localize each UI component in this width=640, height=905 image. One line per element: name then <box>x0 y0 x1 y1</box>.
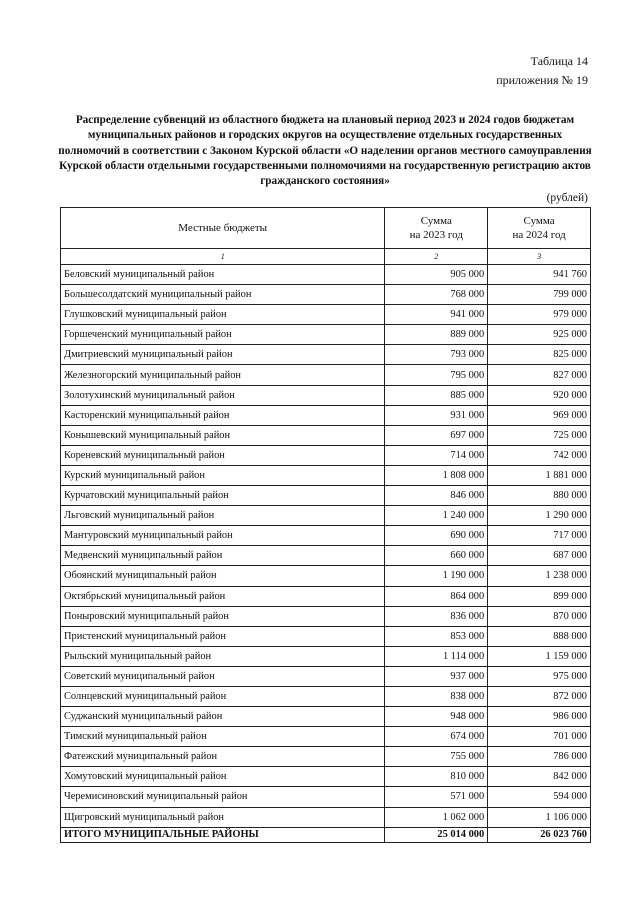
table-row <box>61 405 591 425</box>
table-row <box>61 445 591 465</box>
district-name: Курчатовский муниципальный район <box>61 486 385 506</box>
table-row <box>61 626 591 646</box>
table-row <box>61 787 591 807</box>
district-name: Рыльский муниципальный район <box>61 646 385 666</box>
table-row <box>61 345 591 365</box>
district-name: Кореневский муниципальный район <box>61 445 385 465</box>
column-number: 3 <box>488 249 591 265</box>
table-row <box>61 686 591 706</box>
amount-2023: 768 000 <box>385 285 488 305</box>
district-name: Касторенский муниципальный район <box>61 405 385 425</box>
table-row <box>61 265 591 285</box>
district-name: Солнцевский муниципальный район <box>61 686 385 706</box>
district-name: Медвенский муниципальный район <box>61 546 385 566</box>
amount-2024: 986 000 <box>488 707 591 727</box>
amount-2023: 1 114 000 <box>385 646 488 666</box>
amount-2023: 690 000 <box>385 526 488 546</box>
amount-2024: 925 000 <box>488 325 591 345</box>
amount-2023: 846 000 <box>385 486 488 506</box>
amount-2024: 827 000 <box>488 365 591 385</box>
table-label: Таблица 14 <box>530 54 588 68</box>
table-row <box>61 425 591 445</box>
amount-2024: 799 000 <box>488 285 591 305</box>
district-name: Горшеченский муниципальный район <box>61 325 385 345</box>
amount-2023: 853 000 <box>385 626 488 646</box>
district-name: Поныровский муниципальный район <box>61 606 385 626</box>
table-row <box>61 465 591 485</box>
amount-2023: 1 240 000 <box>385 506 488 526</box>
amount-2023: 905 000 <box>385 265 488 285</box>
amount-2024: 870 000 <box>488 606 591 626</box>
amount-2023: 937 000 <box>385 666 488 686</box>
table-header-row <box>61 208 591 249</box>
amount-2023: 810 000 <box>385 767 488 787</box>
district-name: Дмитриевский муниципальный район <box>61 345 385 365</box>
subvention-table <box>60 207 591 843</box>
table-row <box>61 325 591 345</box>
amount-2024: 825 000 <box>488 345 591 365</box>
table-row <box>61 586 591 606</box>
amount-2023: 1 808 000 <box>385 465 488 485</box>
amount-2024: 786 000 <box>488 747 591 767</box>
units-label: (рублей) <box>546 192 588 204</box>
table-row <box>61 747 591 767</box>
amount-2023: 714 000 <box>385 445 488 465</box>
amount-2024: 1 238 000 <box>488 566 591 586</box>
amount-2023: 697 000 <box>385 425 488 445</box>
total-2023: 25 014 000 <box>385 827 488 842</box>
district-name: Суджанский муниципальный район <box>61 707 385 727</box>
district-name: Черемисиновский муниципальный район <box>61 787 385 807</box>
table-row <box>61 546 591 566</box>
amount-2024: 888 000 <box>488 626 591 646</box>
amount-2023: 1 190 000 <box>385 566 488 586</box>
header-sum-2024 <box>488 208 591 249</box>
table-row <box>61 566 591 586</box>
table-row <box>61 365 591 385</box>
district-name: Льговский муниципальный район <box>61 506 385 526</box>
table-row <box>61 707 591 727</box>
district-name: Обоянский муниципальный район <box>61 566 385 586</box>
total-2024: 26 023 760 <box>488 827 591 842</box>
amount-2023: 571 000 <box>385 787 488 807</box>
table-row <box>61 305 591 325</box>
table-row <box>61 506 591 526</box>
district-name: Тимский муниципальный район <box>61 727 385 747</box>
amount-2023: 674 000 <box>385 727 488 747</box>
header-sum-2024-line2: на 2024 год <box>512 229 566 241</box>
district-name: Мантуровский муниципальный район <box>61 526 385 546</box>
district-name: Золотухинский муниципальный район <box>61 385 385 405</box>
amount-2024: 975 000 <box>488 666 591 686</box>
amount-2024: 1 881 000 <box>488 465 591 485</box>
amount-2024: 1 106 000 <box>488 807 591 827</box>
amount-2023: 836 000 <box>385 606 488 626</box>
table-row <box>61 526 591 546</box>
district-name: Октябрьский муниципальный район <box>61 586 385 606</box>
table-row <box>61 807 591 827</box>
amount-2023: 941 000 <box>385 305 488 325</box>
amount-2024: 979 000 <box>488 305 591 325</box>
amount-2023: 660 000 <box>385 546 488 566</box>
table-row <box>61 666 591 686</box>
district-name: Конышевский муниципальный район <box>61 425 385 445</box>
district-name: Железногорский муниципальный район <box>61 365 385 385</box>
district-name: Большесолдатский муниципальный район <box>61 285 385 305</box>
amount-2023: 885 000 <box>385 385 488 405</box>
district-name: Хомутовский муниципальный район <box>61 767 385 787</box>
district-name: Беловский муниципальный район <box>61 265 385 285</box>
table-body <box>61 265 591 828</box>
column-number: 1 <box>61 249 385 265</box>
table-row <box>61 486 591 506</box>
amount-2024: 742 000 <box>488 445 591 465</box>
table-row <box>61 285 591 305</box>
amount-2024: 842 000 <box>488 767 591 787</box>
district-name: Щигровский муниципальный район <box>61 807 385 827</box>
column-number-row <box>61 249 591 265</box>
table-reference <box>496 52 588 90</box>
amount-2024: 1 290 000 <box>488 506 591 526</box>
amount-2023: 864 000 <box>385 586 488 606</box>
amount-2023: 838 000 <box>385 686 488 706</box>
total-label: ИТОГО МУНИЦИПАЛЬНЫЕ РАЙОНЫ <box>61 827 385 842</box>
header-local-budgets: Местные бюджеты <box>61 208 385 249</box>
district-name: Советский муниципальный район <box>61 666 385 686</box>
amount-2023: 889 000 <box>385 325 488 345</box>
amount-2024: 717 000 <box>488 526 591 546</box>
table-row <box>61 606 591 626</box>
column-number: 2 <box>385 249 488 265</box>
district-name: Глушковский муниципальный район <box>61 305 385 325</box>
document-title: Распределение субвенций из областного бюджета на плановый период 2023 и 2024 годов бюджетам муниципальных районов и городских округов на осуществление отдельных государственных полномочий в соответствии с Законом Курской области «О наделении органов местного самоуправления Курской области отдельными государственными полномочиями на государственную регистрацию актов гражданского состояния» <box>58 114 592 188</box>
amount-2024: 941 760 <box>488 265 591 285</box>
amount-2024: 920 000 <box>488 385 591 405</box>
table-row <box>61 385 591 405</box>
amount-2023: 931 000 <box>385 405 488 425</box>
amount-2023: 1 062 000 <box>385 807 488 827</box>
table-row <box>61 767 591 787</box>
amount-2024: 872 000 <box>488 686 591 706</box>
header-sum-2023-line2: на 2023 год <box>409 229 463 241</box>
header-sum-2023-line1: Сумма <box>420 215 452 227</box>
amount-2023: 755 000 <box>385 747 488 767</box>
amount-2024: 701 000 <box>488 727 591 747</box>
amount-2023: 795 000 <box>385 365 488 385</box>
district-name: Курский муниципальный район <box>61 465 385 485</box>
amount-2024: 880 000 <box>488 486 591 506</box>
amount-2023: 793 000 <box>385 345 488 365</box>
amount-2024: 1 159 000 <box>488 646 591 666</box>
amount-2024: 594 000 <box>488 787 591 807</box>
table-row <box>61 646 591 666</box>
amount-2024: 725 000 <box>488 425 591 445</box>
amount-2024: 687 000 <box>488 546 591 566</box>
header-sum-2023 <box>385 208 488 249</box>
amount-2024: 969 000 <box>488 405 591 425</box>
appendix-label: приложения № 19 <box>496 73 588 87</box>
amount-2023: 948 000 <box>385 707 488 727</box>
amount-2024: 899 000 <box>488 586 591 606</box>
table-row <box>61 727 591 747</box>
district-name: Пристенский муниципальный район <box>61 626 385 646</box>
total-row <box>61 827 591 842</box>
district-name: Фатежский муниципальный район <box>61 747 385 767</box>
header-sum-2024-line1: Сумма <box>523 215 555 227</box>
